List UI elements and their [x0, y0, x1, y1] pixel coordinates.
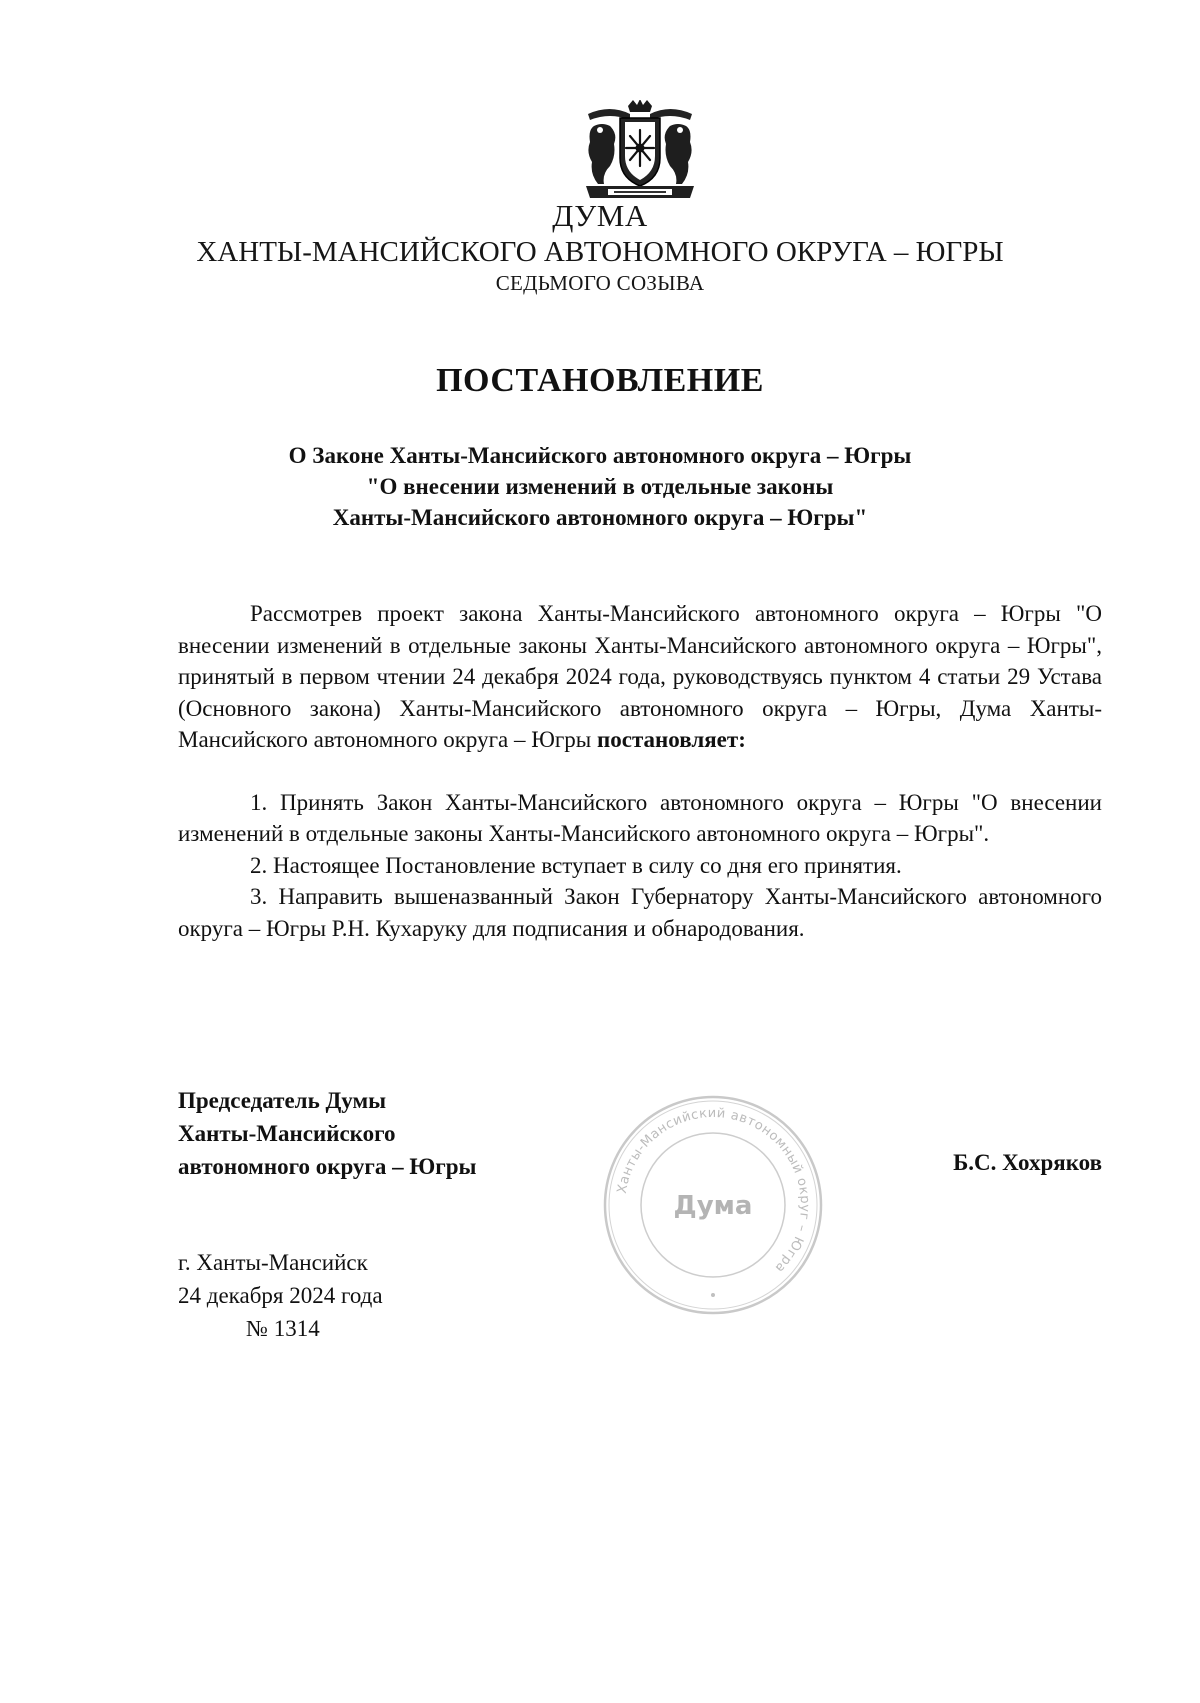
duma-title: ДУМА	[552, 198, 648, 233]
official-stamp	[598, 1090, 828, 1320]
resolution-item-1: 1. Принять Закон Ханты-Мансийского автономного округа – Югры "О внесении изменений в отдельные законы Ханты-Мансийского автономного округа – Югры".	[178, 789, 1102, 846]
place-date-number	[178, 1246, 383, 1345]
document-subject	[0, 440, 1200, 533]
coat-of-arms-icon	[580, 100, 700, 210]
subject-line: "О внесении изменений в отдельные законы	[366, 474, 834, 499]
signatory-name: Б.С. Хохряков	[953, 1150, 1102, 1175]
subject-line: О Законе Ханты-Мансийского автономного округа – Югры	[288, 443, 912, 468]
preamble-text: Рассмотрев проект закона Ханты-Мансийского автономного округа – Югры "О внесении изменений в отдельные законы Ханты-Мансийского автономного округа – Югры", принятый в первом чтении 24 декабря 2024 года, руководствуясь пунктом 4 статьи 29 Устава (Основного закона) Ханты-Мансийского автономного округа – Югры, Дума Ханты-Мансийского автономного округа – Югры	[178, 601, 1102, 752]
signatory-position-line: автономного округа – Югры	[178, 1154, 477, 1179]
stamp-center-label: Дума	[673, 1191, 753, 1221]
signatory-position	[178, 1084, 476, 1183]
resolves-word: постановляет:	[597, 727, 746, 752]
signatory-position-line: Председатель Думы	[178, 1088, 387, 1113]
resolution-item-2: 2. Настоящее Постановление вступает в силу со дня его принятия.	[250, 852, 902, 878]
resolution-body	[178, 598, 1102, 944]
subject-line: Ханты-Мансийского автономного округа – Югры"	[332, 505, 868, 530]
document-number: № 1314	[246, 1316, 320, 1341]
preamble-paragraph	[178, 598, 1102, 756]
stamp-ring-text: Ханты-Мансийский автономный округ – Югра	[614, 1105, 813, 1276]
document-date: 24 декабря 2024 года	[178, 1283, 383, 1308]
signatory-position-line: Ханты-Мансийского	[178, 1121, 396, 1146]
duma-region: ХАНТЫ-МАНСИЙСКОГО АВТОНОМНОГО ОКРУГА – ЮГРЫ	[196, 236, 1004, 268]
document-place: г. Ханты-Мансийск	[178, 1250, 368, 1275]
resolution-item-3: 3. Направить вышеназванный Закон Губернатору Ханты-Мансийского автономного округа – Югры Р.Н. Кухаруку для подписания и обнародования.	[178, 884, 1102, 941]
document-type-heading: ПОСТАНОВЛЕНИЕ	[436, 362, 764, 399]
duma-convocation: СЕДЬМОГО СОЗЫВА	[495, 271, 705, 295]
